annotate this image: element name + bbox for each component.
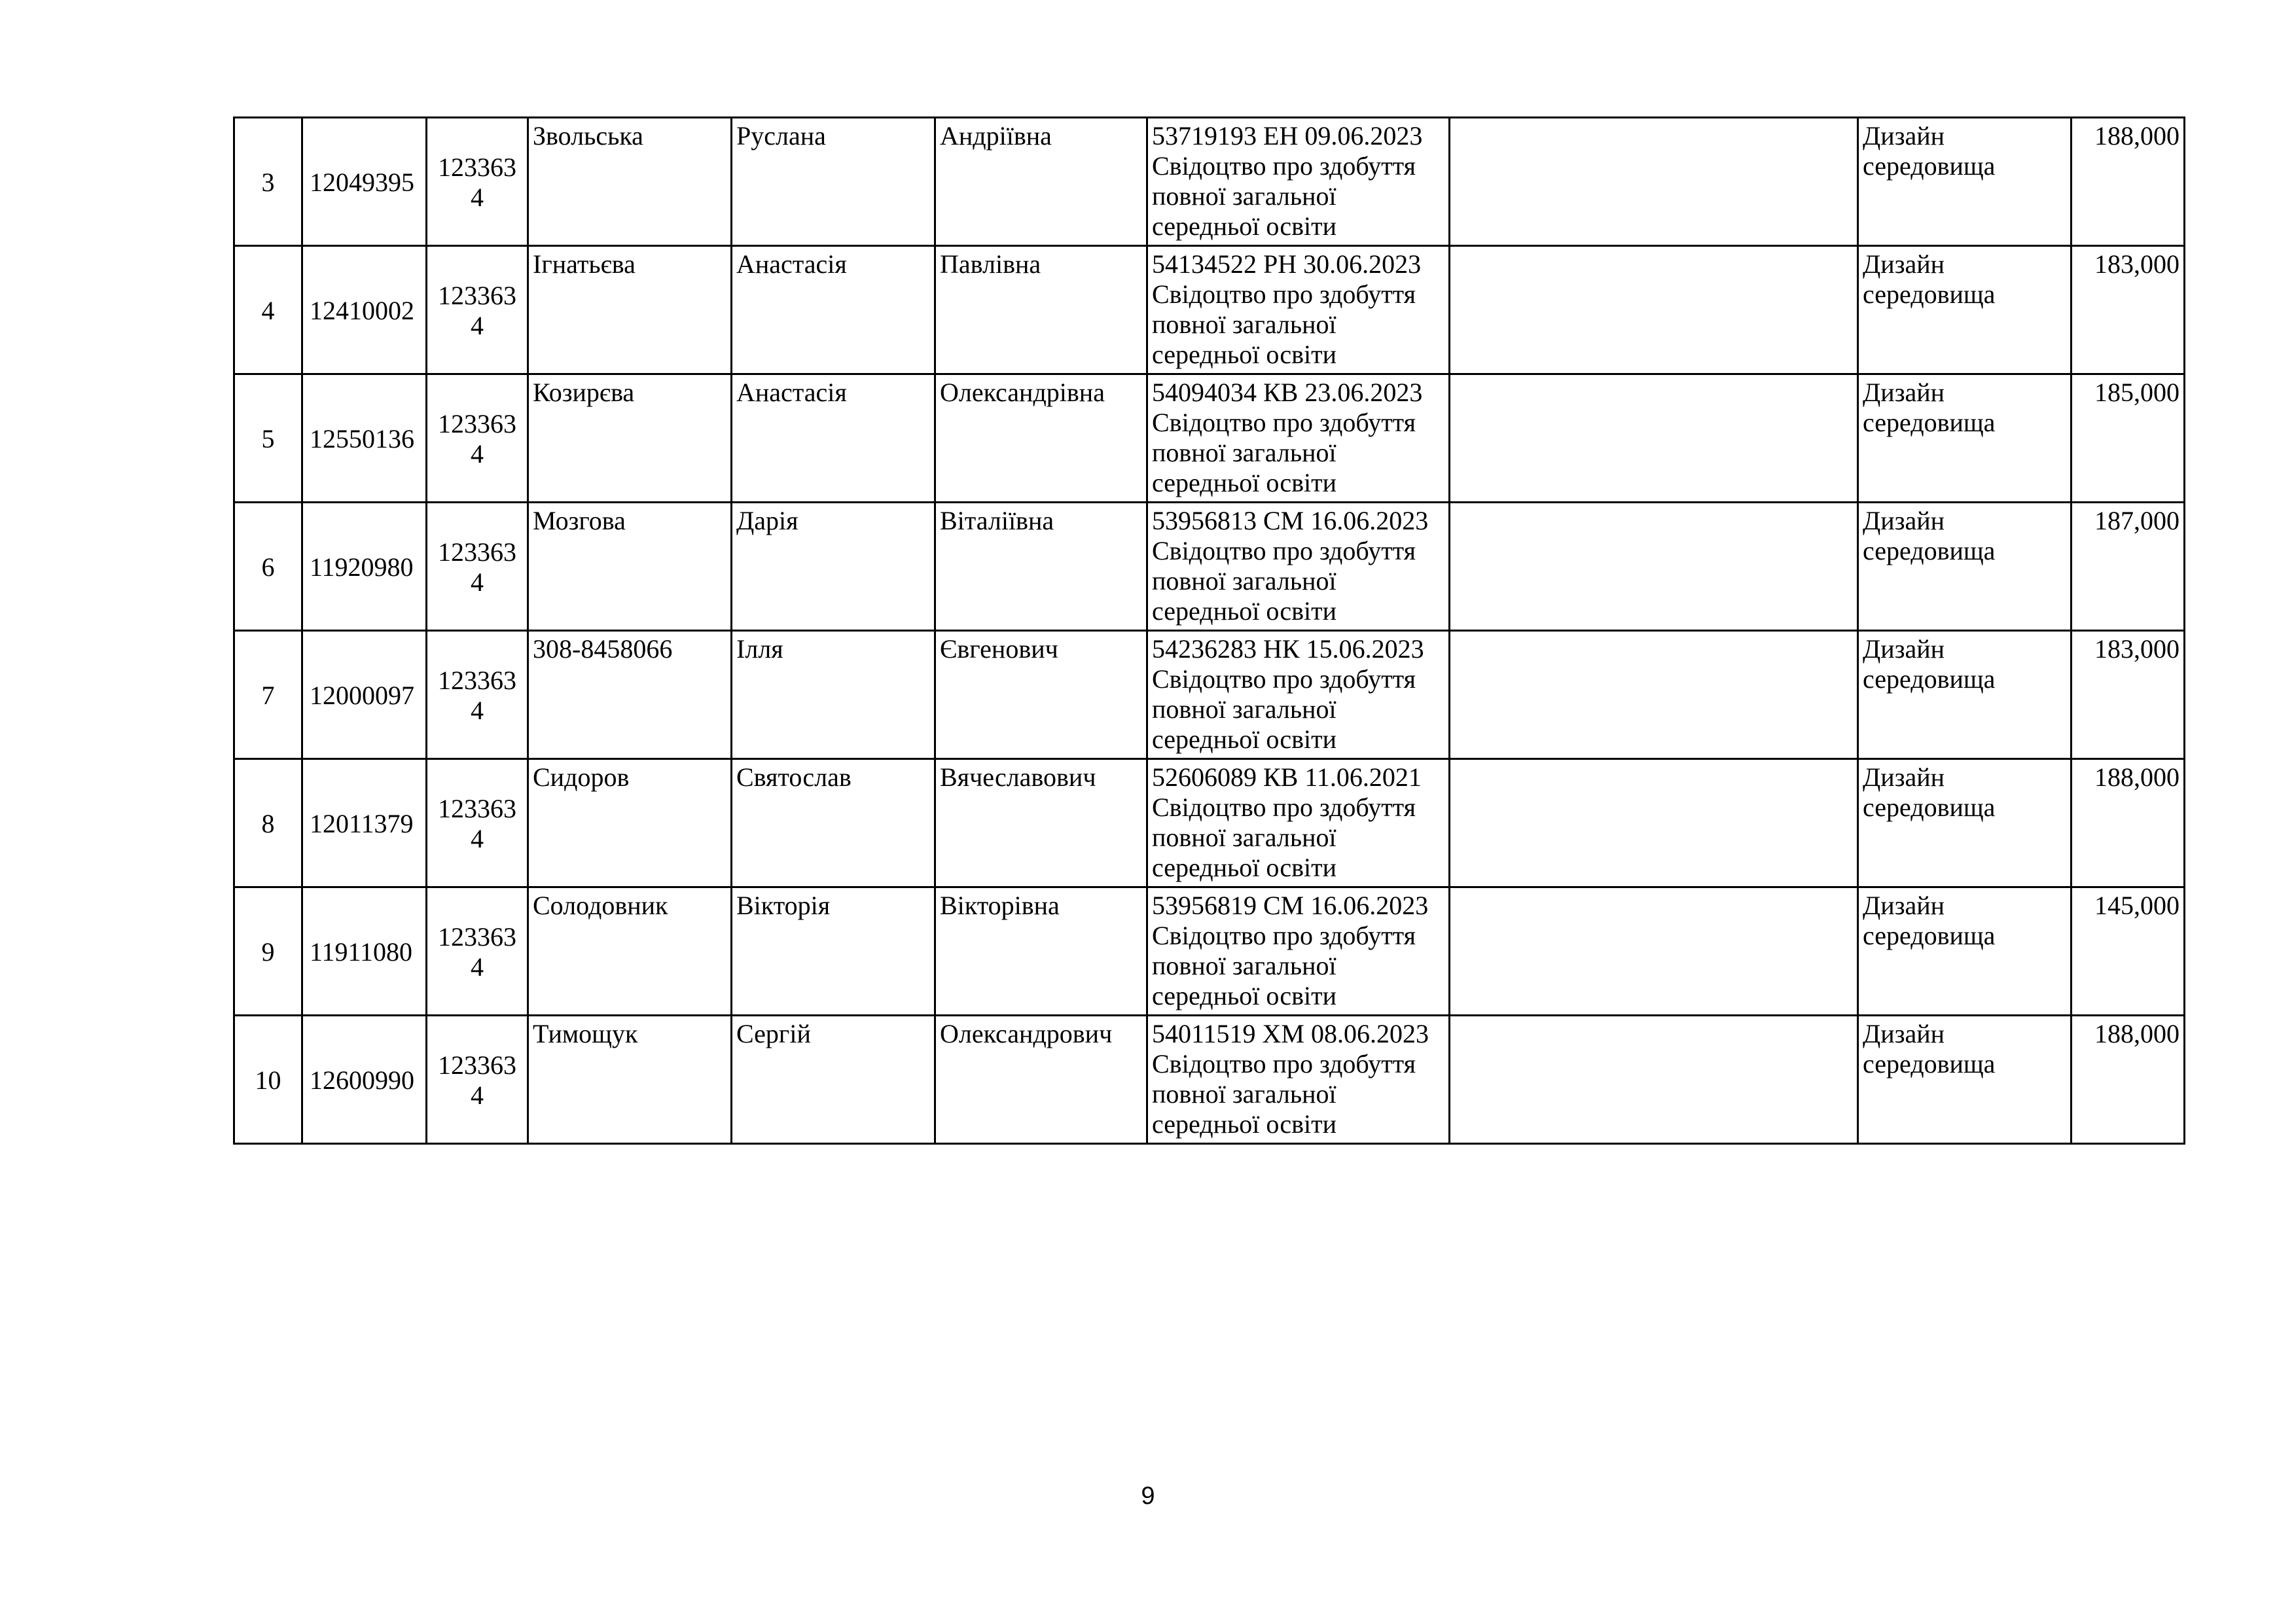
- document-cell: 54236283 НК 15.06.2023 Свідоцтво про здобуття повної загальної середньої освіти: [1147, 631, 1450, 759]
- first-name-cell: Анастасія: [732, 374, 935, 503]
- first-name-cell: Святослав: [732, 759, 935, 887]
- applicant-id-cell: 11911080: [302, 887, 427, 1016]
- first-name-cell: Вікторія: [732, 887, 935, 1016]
- group-code-cell: 1233634: [427, 1016, 528, 1144]
- applicant-id-cell: 12049395: [302, 118, 427, 246]
- patronymic-cell: Вячеславович: [935, 759, 1147, 887]
- applicants-table-body: [234, 118, 2185, 1144]
- specialty-cell: Дизайн середовища: [1858, 1016, 2072, 1144]
- row-number-cell: 8: [234, 759, 302, 887]
- applicants-table: [233, 116, 2185, 1145]
- group-code-cell: 1233634: [427, 246, 528, 374]
- group-code-cell: 1233634: [427, 887, 528, 1016]
- surname-cell: Солодовник: [528, 887, 732, 1016]
- note-cell: [1450, 1016, 1858, 1144]
- row-number-cell: 10: [234, 1016, 302, 1144]
- row-number-cell: 7: [234, 631, 302, 759]
- score-cell: 187,000: [2072, 503, 2185, 631]
- applicant-id-cell: 12410002: [302, 246, 427, 374]
- patronymic-cell: Андріївна: [935, 118, 1147, 246]
- page-number: 9: [1141, 1482, 1155, 1510]
- note-cell: [1450, 374, 1858, 503]
- group-code-cell: 1233634: [427, 118, 528, 246]
- score-cell: 183,000: [2072, 246, 2185, 374]
- applicant-id-cell: 12011379: [302, 759, 427, 887]
- table-row: [234, 759, 2185, 887]
- specialty-cell: Дизайн середовища: [1858, 503, 2072, 631]
- applicant-id-cell: 11920980: [302, 503, 427, 631]
- score-cell: 185,000: [2072, 374, 2185, 503]
- surname-cell: Мозгова: [528, 503, 732, 631]
- note-cell: [1450, 631, 1858, 759]
- note-cell: [1450, 118, 1858, 246]
- first-name-cell: Сергій: [732, 1016, 935, 1144]
- score-cell: 188,000: [2072, 118, 2185, 246]
- applicant-id-cell: 12000097: [302, 631, 427, 759]
- specialty-cell: Дизайн середовища: [1858, 887, 2072, 1016]
- surname-cell: Ігнатьєва: [528, 246, 732, 374]
- surname-cell: Козирєва: [528, 374, 732, 503]
- note-cell: [1450, 759, 1858, 887]
- document-cell: 54134522 РН 30.06.2023 Свідоцтво про здобуття повної загальної середньої освіти: [1147, 246, 1450, 374]
- note-cell: [1450, 503, 1858, 631]
- patronymic-cell: Павлівна: [935, 246, 1147, 374]
- document-cell: 53719193 ЕН 09.06.2023 Свідоцтво про здобуття повної загальної середньої освіти: [1147, 118, 1450, 246]
- score-cell: 183,000: [2072, 631, 2185, 759]
- applicant-id-cell: 12600990: [302, 1016, 427, 1144]
- first-name-cell: Ілля: [732, 631, 935, 759]
- patronymic-cell: Вікторівна: [935, 887, 1147, 1016]
- specialty-cell: Дизайн середовища: [1858, 246, 2072, 374]
- document-cell: 54094034 КВ 23.06.2023 Свідоцтво про здобуття повної загальної середньої освіти: [1147, 374, 1450, 503]
- surname-cell: Тимощук: [528, 1016, 732, 1144]
- specialty-cell: Дизайн середовища: [1858, 631, 2072, 759]
- document-cell: 54011519 ХМ 08.06.2023 Свідоцтво про здобуття повної загальної середньої освіти: [1147, 1016, 1450, 1144]
- table-row: [234, 118, 2185, 246]
- table-row: [234, 1016, 2185, 1144]
- table-row: [234, 887, 2185, 1016]
- surname-cell: Сидоров: [528, 759, 732, 887]
- document-cell: 52606089 КВ 11.06.2021 Свідоцтво про здобуття повної загальної середньої освіти: [1147, 759, 1450, 887]
- patronymic-cell: Олександрівна: [935, 374, 1147, 503]
- patronymic-cell: Євгенович: [935, 631, 1147, 759]
- score-cell: 188,000: [2072, 1016, 2185, 1144]
- group-code-cell: 1233634: [427, 631, 528, 759]
- row-number-cell: 3: [234, 118, 302, 246]
- document-cell: 53956813 СМ 16.06.2023 Свідоцтво про здобуття повної загальної середньої освіти: [1147, 503, 1450, 631]
- note-cell: [1450, 246, 1858, 374]
- group-code-cell: 1233634: [427, 374, 528, 503]
- group-code-cell: 1233634: [427, 503, 528, 631]
- applicant-id-cell: 12550136: [302, 374, 427, 503]
- specialty-cell: Дизайн середовища: [1858, 374, 2072, 503]
- row-number-cell: 6: [234, 503, 302, 631]
- patronymic-cell: Віталіївна: [935, 503, 1147, 631]
- table-row: [234, 503, 2185, 631]
- note-cell: [1450, 887, 1858, 1016]
- row-number-cell: 4: [234, 246, 302, 374]
- row-number-cell: 9: [234, 887, 302, 1016]
- score-cell: 145,000: [2072, 887, 2185, 1016]
- surname-cell: 308-8458066: [528, 631, 732, 759]
- first-name-cell: Руслана: [732, 118, 935, 246]
- specialty-cell: Дизайн середовища: [1858, 118, 2072, 246]
- first-name-cell: Анастасія: [732, 246, 935, 374]
- patronymic-cell: Олександрович: [935, 1016, 1147, 1144]
- document-cell: 53956819 СМ 16.06.2023 Свідоцтво про здобуття повної загальної середньої освіти: [1147, 887, 1450, 1016]
- specialty-cell: Дизайн середовища: [1858, 759, 2072, 887]
- group-code-cell: 1233634: [427, 759, 528, 887]
- row-number-cell: 5: [234, 374, 302, 503]
- first-name-cell: Дарія: [732, 503, 935, 631]
- table-row: [234, 374, 2185, 503]
- surname-cell: Звольська: [528, 118, 732, 246]
- table-row: [234, 631, 2185, 759]
- score-cell: 188,000: [2072, 759, 2185, 887]
- table-row: [234, 246, 2185, 374]
